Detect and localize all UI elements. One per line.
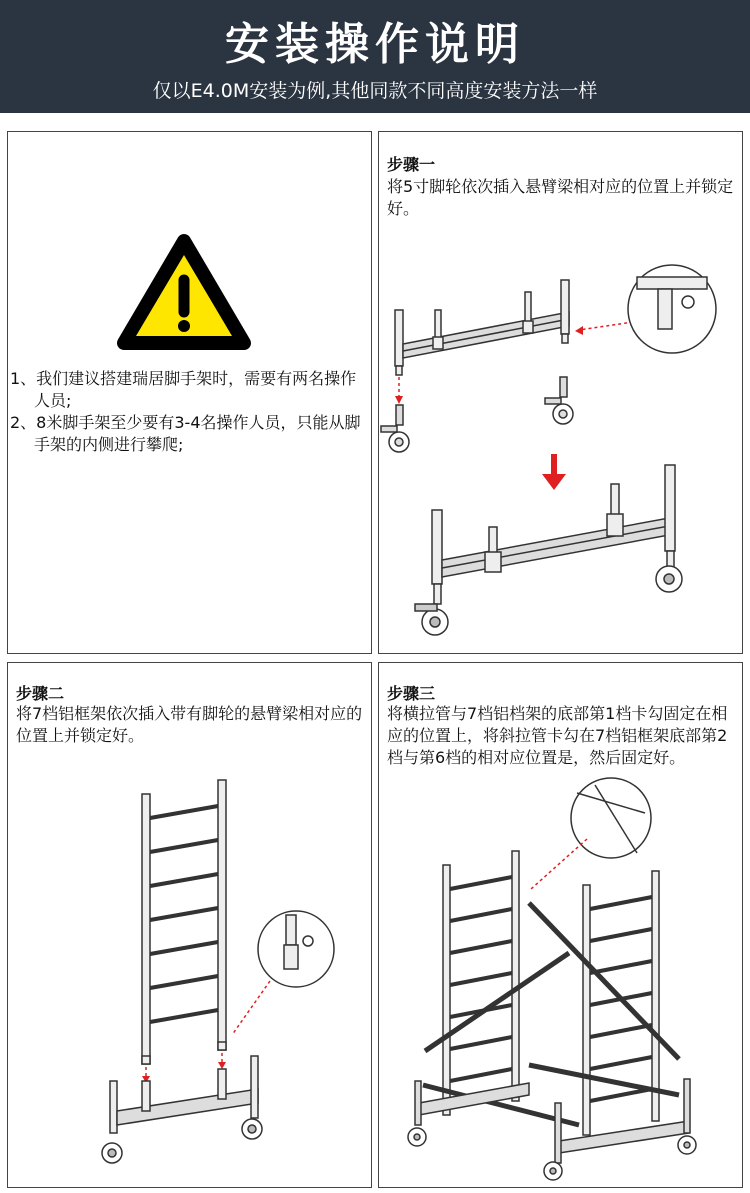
step-3-text: 将横拉管与7档铝档架的底部第1档卡勾固定在相应的位置上，将斜拉管卡勾在7档铝框架底部第2档与第6档的相对应位置是，然后固定好。 <box>387 704 728 767</box>
step-1-title: 步骤一 <box>387 155 436 174</box>
step-1-panel <box>378 131 743 654</box>
warning-panel <box>7 131 372 654</box>
step-2-illustration <box>8 663 371 1187</box>
step-2-title: 步骤二 <box>16 684 65 703</box>
step-1-illustration <box>379 132 742 653</box>
page-subtitle: 仅以E4.0M安装为例,其他同款不同高度安装方法一样 <box>152 80 598 102</box>
warning-item: 2、8米脚手架至少要有3-4名操作人员，只能从脚手架的内侧进行攀爬; <box>10 413 361 454</box>
step-2-panel <box>7 662 372 1188</box>
step-2-text: 将7档铝框架依次插入带有脚轮的悬臂梁相对应的位置上并锁定好。 <box>16 704 363 745</box>
step-1-text: 将5寸脚轮依次插入悬臂梁相对应的位置上并锁定好。 <box>387 177 734 218</box>
step-3-title: 步骤三 <box>387 684 436 703</box>
warning-item: 1、我们建议搭建瑞居脚手架时，需要有两名操作人员; <box>10 369 357 410</box>
page-title: 安装操作说明 <box>225 19 525 70</box>
step-3-illustration <box>379 663 742 1187</box>
step-3-panel <box>378 662 743 1188</box>
header-banner <box>0 0 750 113</box>
warning-list <box>10 368 365 456</box>
